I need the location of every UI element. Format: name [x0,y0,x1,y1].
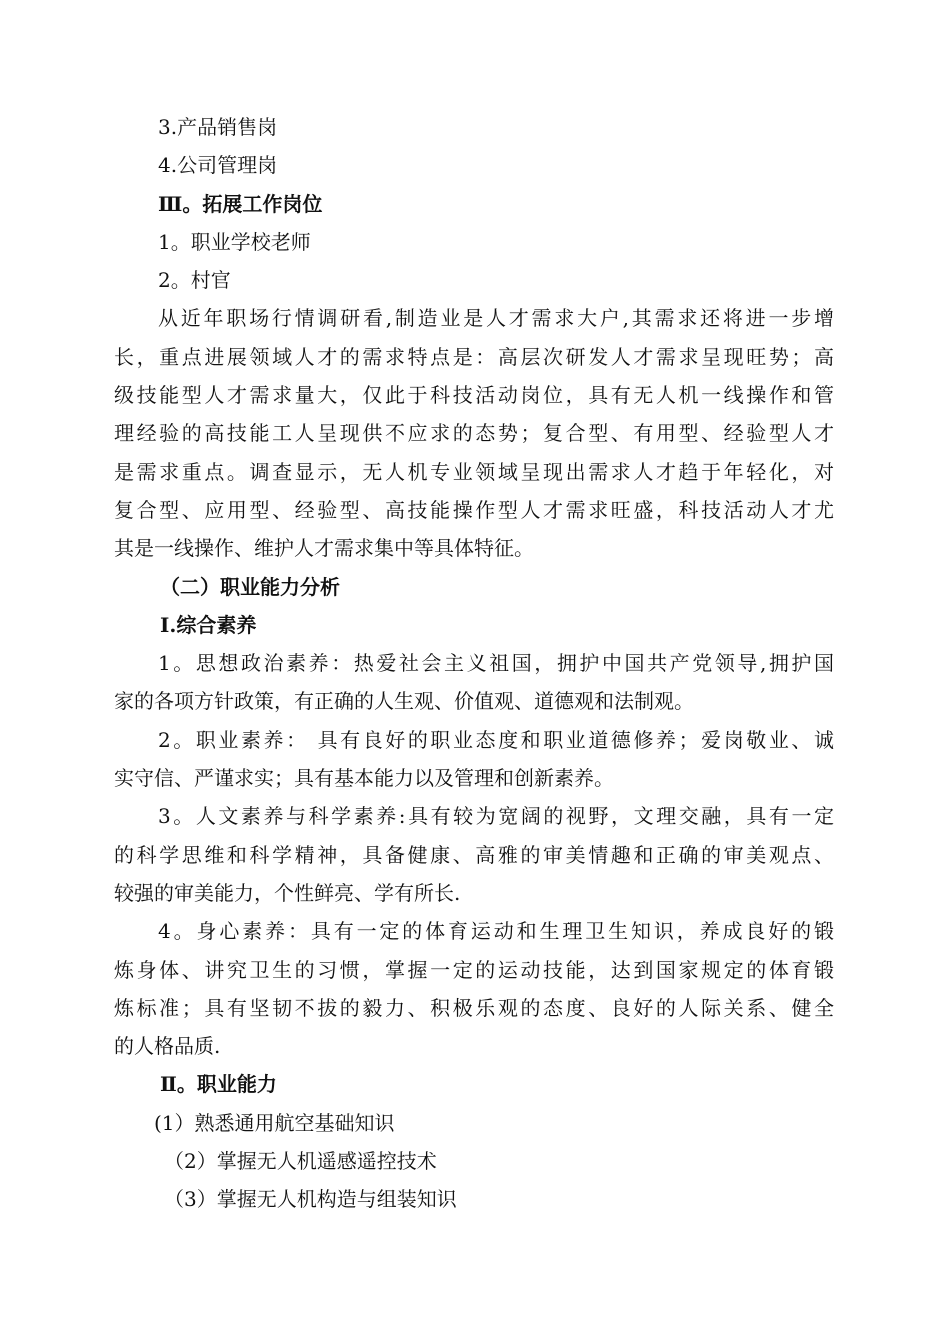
list-item: 2。村官 [158,268,231,293]
list-item: 3.产品销售岗 [158,115,278,139]
paragraph-line: 炼标准；具有坚韧不拔的毅力、积极乐观的态度、良好的人际关系、健全 [114,995,834,1020]
paragraph-line: 长，重点进展领域人才的需求特点是：高层次研发人才需求呈现旺势；高 [114,344,834,369]
list-item: 1。职业学校老师 [158,229,311,254]
paragraph-line: 是需求重点。调查显示，无人机专业领域呈现出需求人才趋于年轻化，对 [114,459,834,484]
list-item: 4.公司管理岗 [158,153,278,178]
document-body [114,108,834,1219]
paragraph-line: 家的各项方针政策，有正确的人生观、价值观、道德观和法制观。 [114,689,694,714]
section-heading: Ⅱ。职业能力 [160,1072,277,1097]
paragraph-line: 复合型、应用型、经验型、高技能操作型人才需求旺盛，科技活动人才尤 [114,497,834,522]
paragraph-line: 的人格品质. [114,1034,221,1059]
paragraph-line: 从近年职场行情调研看,制造业是人才需求大户,其需求还将进一步增 [158,306,834,331]
section-heading: （二）职业能力分析 [160,574,340,599]
paragraph-line: 1。思想政治素养：热爱社会主义祖国，拥护中国共产党领导,拥护国 [158,651,834,676]
paragraph-line: 2。职业素养： 具有良好的职业态度和职业道德修养；爱岗敬业、诚 [158,727,834,752]
list-item: （3）掌握无人机构造与组装知识 [164,1187,457,1212]
list-item: (1）熟悉通用航空基础知识 [154,1110,395,1135]
paragraph-line: 3。人文素养与科学素养:具有较为宽阔的视野，文理交融，具有一定 [158,804,834,829]
paragraph-line: 级技能型人才需求量大，仅此于科技活动岗位，具有无人机一线操作和管 [114,383,834,408]
paragraph-line: 实守信、严谨求实；具有基本能力以及管理和创新素养。 [114,766,614,791]
paragraph-line: 的科学思维和科学精神，具备健康、高雅的审美情趣和正确的审美观点、 [114,842,834,867]
section-heading: Ⅲ。拓展工作岗位 [158,191,323,216]
paragraph-line: 其是一线操作、维护人才需求集中等具体特征。 [114,536,534,561]
list-item: （2）掌握无人机遥感遥控技术 [164,1149,437,1174]
paragraph-line: 炼身体、讲究卫生的习惯，掌握一定的运动技能，达到国家规定的体育锻 [114,957,834,982]
paragraph-line: 4。身心素养：具有一定的体育运动和生理卫生知识，养成良好的锻 [158,919,834,944]
subsection-heading: Ⅰ.综合素养 [160,612,257,637]
paragraph-line: 理经验的高技能工人呈现供不应求的态势；复合型、有用型、经验型人才 [114,421,834,446]
paragraph-line: 较强的审美能力，个性鲜亮、学有所长. [114,880,461,905]
